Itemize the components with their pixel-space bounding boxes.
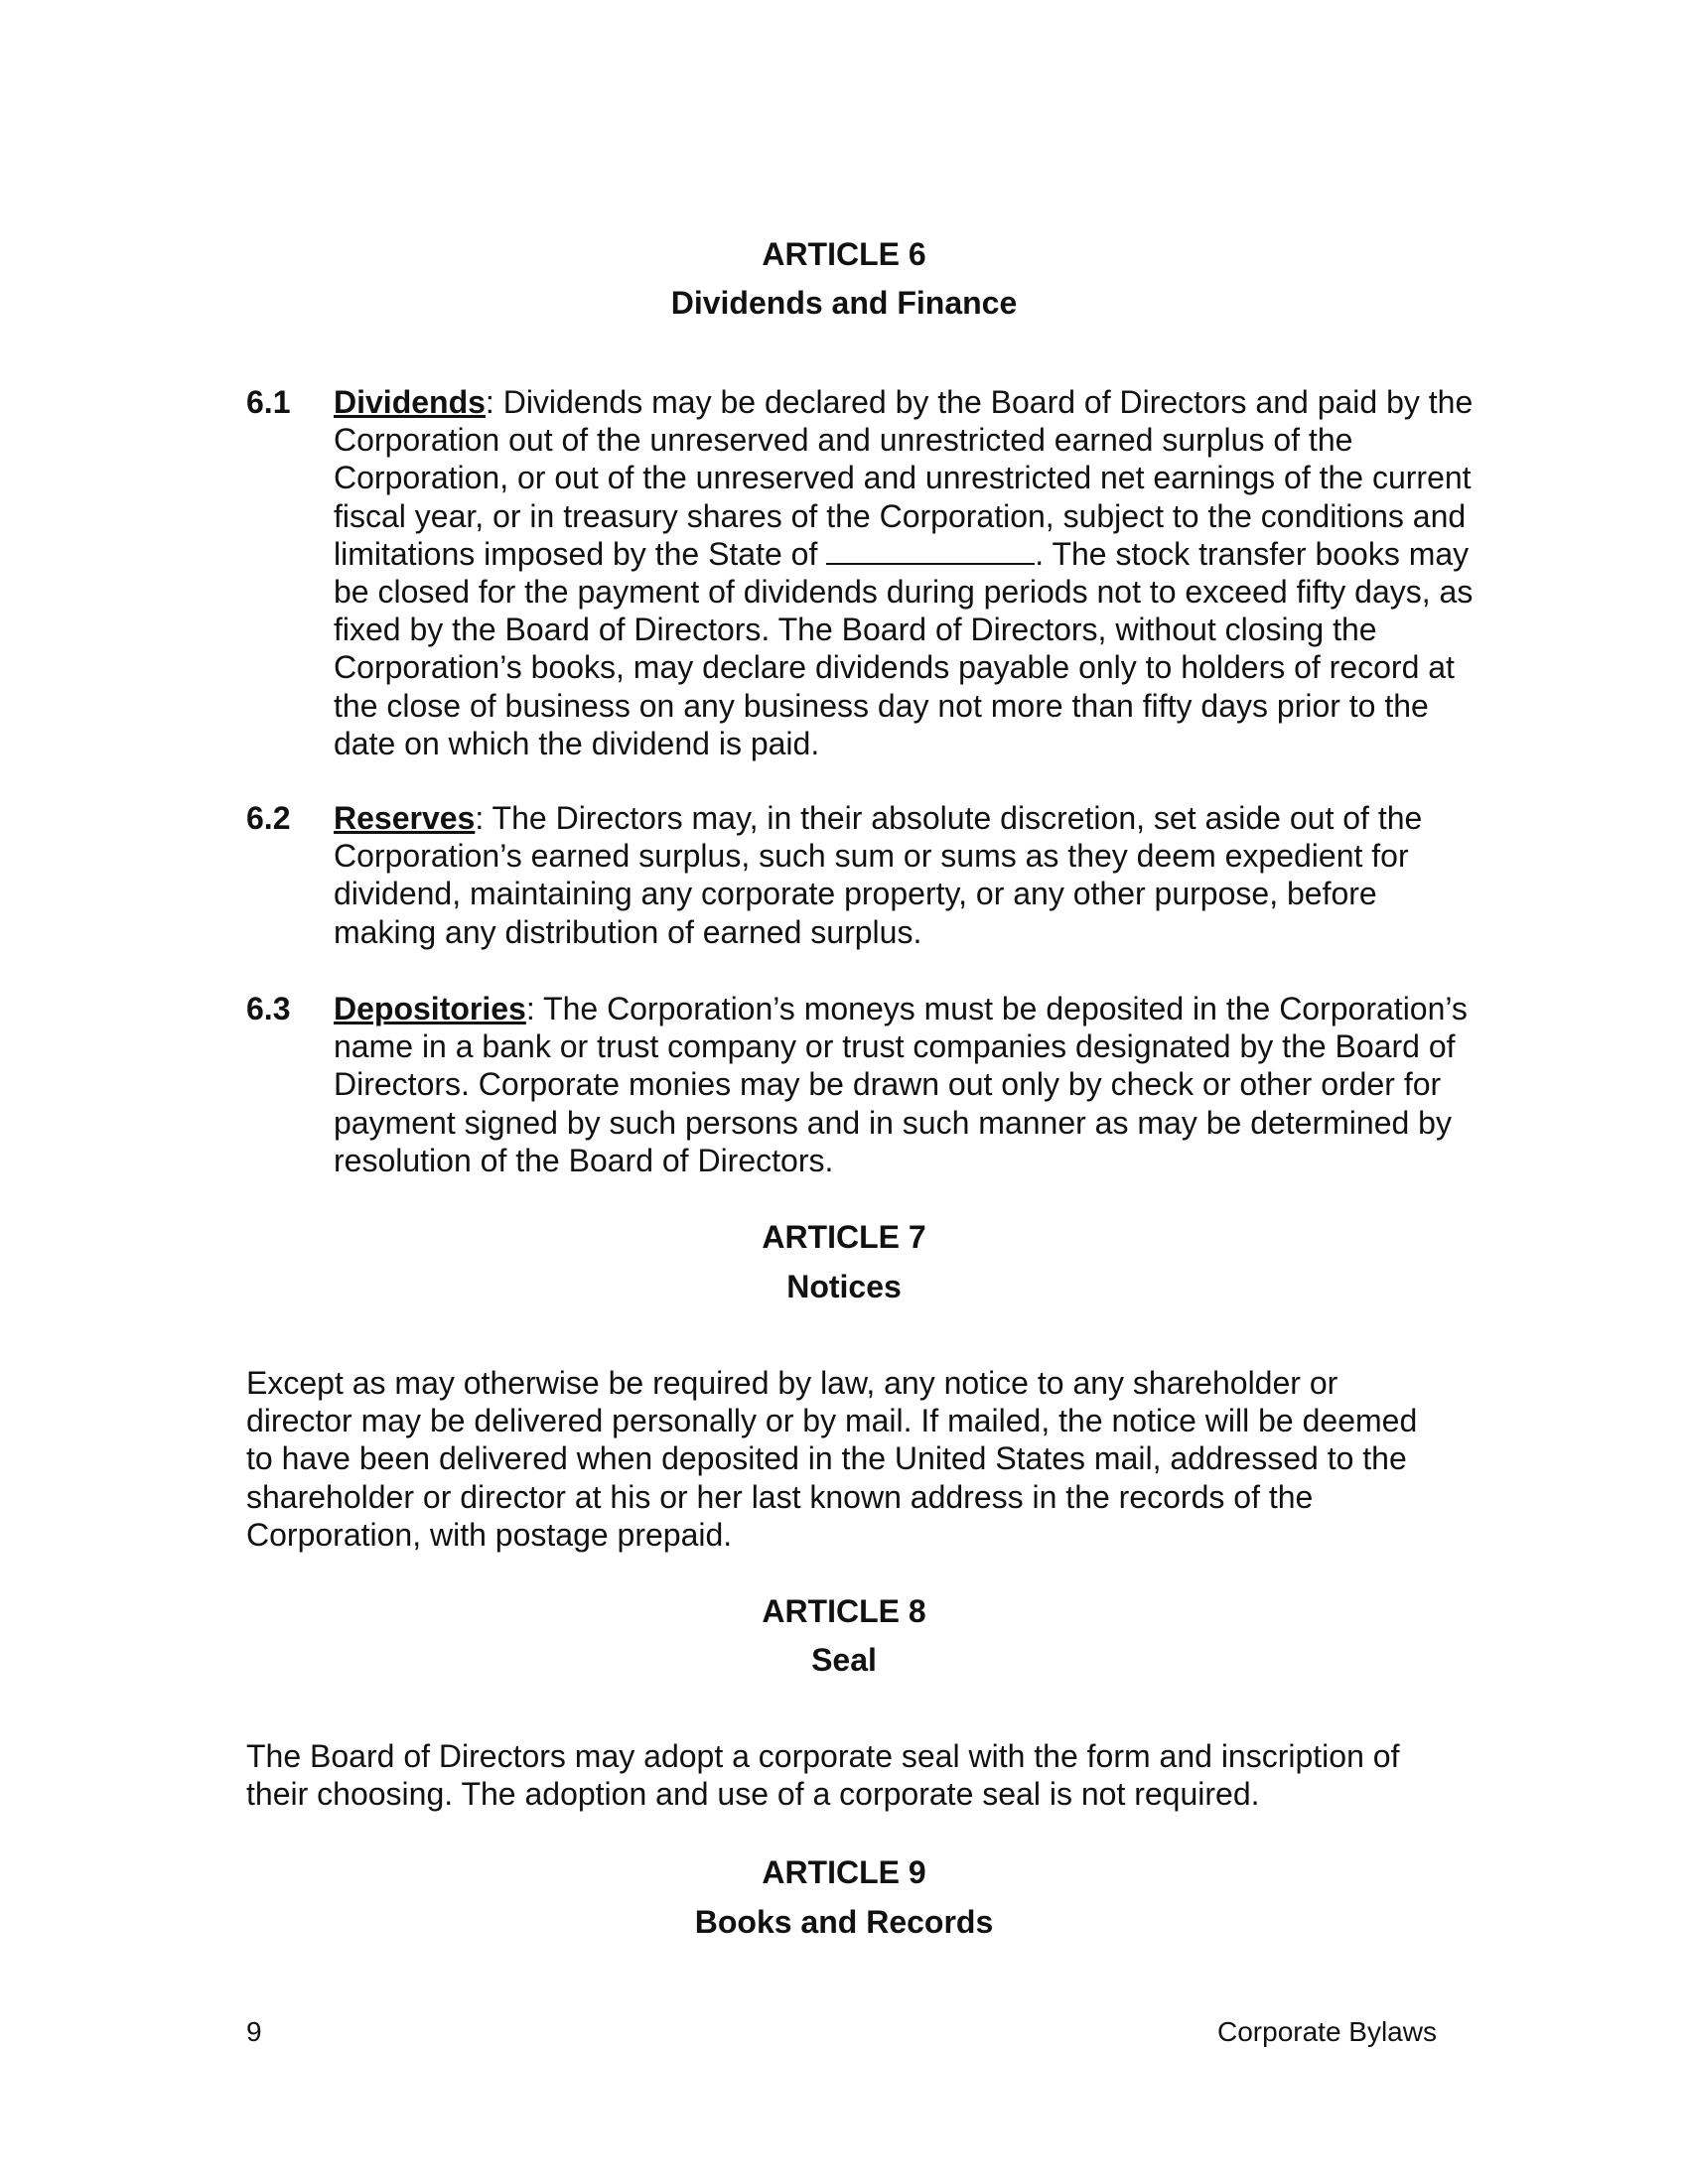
article-9-number: ARTICLE 9 [762,1854,926,1890]
section-6-3 [246,990,1468,1179]
article-7-number: ARTICLE 7 [762,1219,926,1255]
section-number: 6.3 [246,991,291,1026]
article-9-title: Books and Records [694,1904,994,1940]
article-7-title: Notices [786,1269,902,1304]
section-body [334,383,1485,762]
article-8-title: Seal [811,1642,877,1678]
footer-document-title: Corporate Bylaws [1217,2016,1437,2047]
section-text: : Dividends may be declared by the Board of Directors and paid by the Corporation out of the unreserved and unrestricted earned surplus of the Corporation, or out of the unreserved and unrestricted net earnings of the current fiscal year, or in treasury shares of the Corporation, subject to the conditions and limitations imposed by the State of [334,384,1474,572]
section-number: 6.2 [246,800,291,836]
article-8-number: ARTICLE 8 [762,1593,926,1629]
article-7-text: Except as may otherwise be required by law, any notice to any shareholder or director may be delivered personally or by mail. If mailed, the notice will be deemed to have been delivered when deposited in the United States mail, addressed to the shareholder or director at his or her last known address in the records of the Corporation, with postage prepaid. [246,1365,1418,1553]
section-text-continued: . The stock transfer books may be closed for the payment of dividends during periods not to exceed fifty days, as fixed by the Board of Directors. The Board of Directors, without closing the Corporation’s books, may declare dividends payable only to holders of record at the close of business on any business day not more than fifty days prior to the date on which the dividend is paid. [334,535,1474,761]
section-number: 6.1 [246,384,291,420]
section-title: Reserves [334,800,476,836]
section-title: Depositories [334,991,526,1026]
section-title: Dividends [334,384,486,420]
section-6-1 [246,383,1474,762]
state-blank-line [826,537,1035,565]
section-body [334,990,1485,1179]
page-number: 9 [246,2016,262,2047]
section-text: : The Directors may, in their absolute discretion, set aside out of the Corporation’s earned surplus, such sum or sums as they deem expedient for dividend, maintaining any corporate property, or any other purpose, before making any distribution of earned surplus. [334,800,1423,950]
article-8-text: The Board of Directors may adopt a corporate seal with the form and inscription of their choosing. The adoption and use of a corporate seal is not required. [246,1738,1400,1813]
article-6-number: ARTICLE 6 [762,236,926,272]
section-6-2 [246,799,1468,951]
section-text: : The Corporation’s moneys must be deposited in the Corporation’s name in a bank or trust company or trust companies designated by the Board of Directors. Corporate monies may be drawn out only by check or other order for payment signed by such persons and in such manner as may be determined by resolution of the Board of Directors. [334,991,1468,1178]
section-body [334,799,1485,951]
article-6-title: Dividends and Finance [670,285,1018,321]
